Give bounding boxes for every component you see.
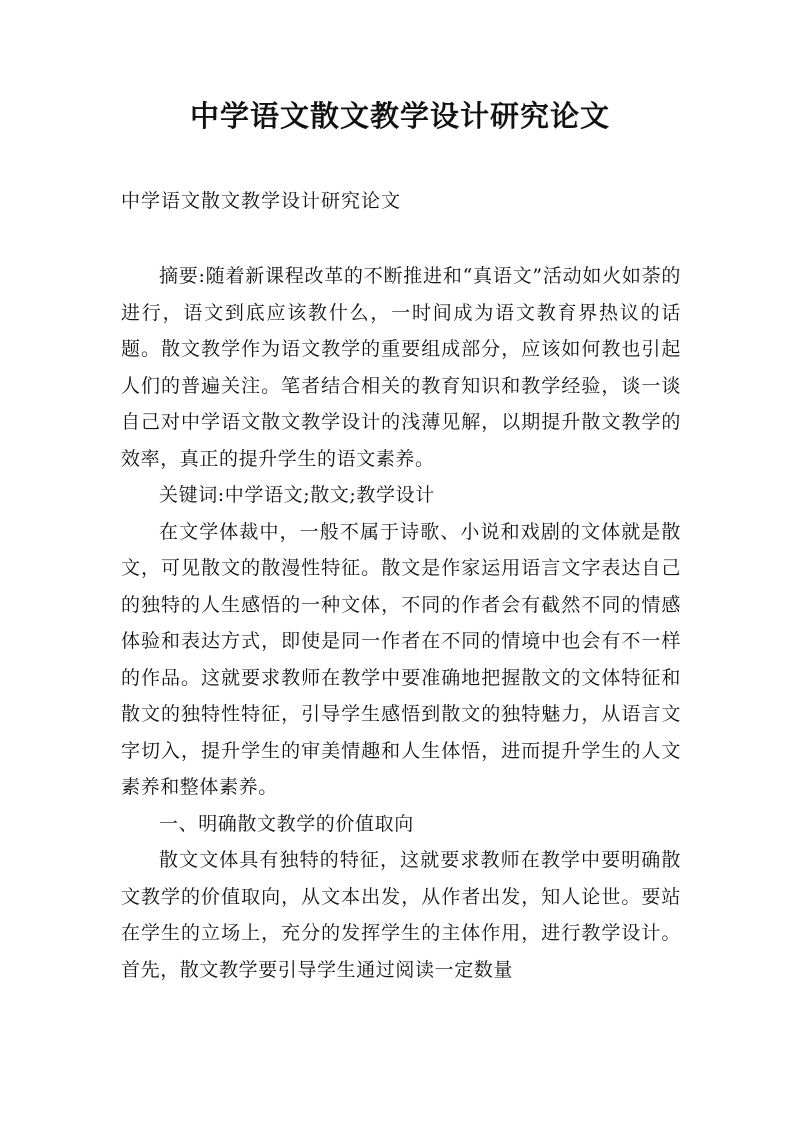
abstract-paragraph: 摘要:随着新课程改革的不断推进和“真语文”活动如火如荼的进行，语文到底应该教什么，一时间成为语文教育界热议的话题。散文教学作为语文教学的重要组成部分，应该如何教也引起人们的普遍关注。笔者结合相关的教育知识和教学经验，谈一谈自己对中学语文散文教学设计的浅薄见解，以期提升散文教学的效率，真正的提升学生的语文素养。 <box>121 265 681 470</box>
section-heading: 一、明确散文教学的价值取向 <box>159 812 414 835</box>
document-title: 中学语文散文教学设计研究论文 <box>189 99 610 133</box>
document-body <box>121 258 681 988</box>
keywords-paragraph: 关键词:中学语文;散文;教学设计 <box>159 484 435 506</box>
section-paragraph: 散文文体具有独特的特征，这就要求教师在教学中要明确散文教学的价值取向，从文本出发，从作者出发，知人论世。要站在学生的立场上，充分的发挥学生的主体作用，进行教学设计。首先，散文教学要引导学生通过阅读一定数量 <box>121 849 681 981</box>
intro-paragraph: 在文学体裁中，一般不属于诗歌、小说和戏剧的文体就是散文，可见散文的散漫性特征。散文是作家运用语言文字表达自己的独特的人生感悟的一种文体，不同的作者会有截然不同的情感体验和表达方式，即使是同一作者在不同的情境中也会有不一样的作品。这就要求教师在教学中要准确地把握散文的文体特征和散文的独特性特征，引导学生感悟到散文的独特魅力，从语言文字切入，提升学生的审美情趣和人生体悟，进而提升学生的人文素养和整体素养。 <box>121 520 681 798</box>
document-subtitle: 中学语文散文教学设计研究论文 <box>121 190 402 212</box>
